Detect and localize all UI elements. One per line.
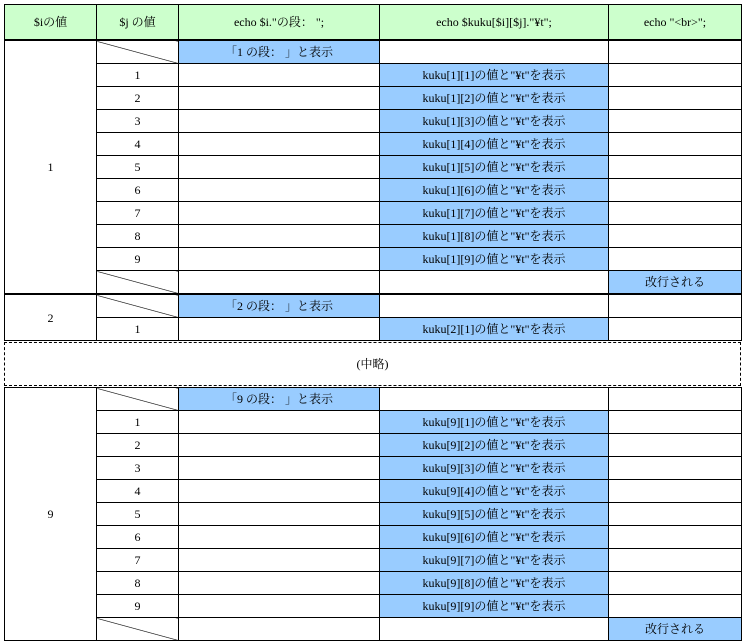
kuku-cell: kuku[2][1]の値と"¥t"を表示	[380, 318, 609, 341]
table-row	[5, 503, 742, 526]
empty-cell	[609, 318, 742, 341]
block-table-2	[4, 294, 742, 341]
empty-cell	[609, 87, 742, 110]
empty-cell	[179, 618, 380, 641]
empty-cell	[380, 618, 609, 641]
empty-cell	[179, 202, 380, 225]
j-value-cell: 7	[97, 202, 179, 225]
table-row	[5, 457, 742, 480]
diagonal-cell	[97, 41, 179, 64]
header-echo-kuku: echo $kuku[$i][$j]."¥t";	[380, 5, 609, 40]
kuku-cell: kuku[1][3]の値と"¥t"を表示	[380, 110, 609, 133]
table-row	[5, 110, 742, 133]
newline-row	[5, 618, 742, 641]
empty-cell	[179, 480, 380, 503]
kuku-cell: kuku[1][7]の値と"¥t"を表示	[380, 202, 609, 225]
empty-cell	[609, 388, 742, 411]
empty-cell	[609, 595, 742, 618]
table-row	[5, 133, 742, 156]
empty-cell	[609, 503, 742, 526]
empty-cell	[609, 156, 742, 179]
header-row	[5, 5, 742, 40]
diagonal-cell	[97, 618, 179, 641]
kuku-cell: kuku[1][4]の値と"¥t"を表示	[380, 133, 609, 156]
table-row	[5, 64, 742, 87]
empty-cell	[380, 41, 609, 64]
empty-cell	[609, 202, 742, 225]
block-table-1	[4, 40, 742, 294]
j-value-cell: 4	[97, 133, 179, 156]
i-value-cell: 9	[5, 388, 97, 641]
empty-cell	[609, 434, 742, 457]
empty-cell	[179, 64, 380, 87]
kuku-cell: kuku[1][6]の値と"¥t"を表示	[380, 179, 609, 202]
kuku-cell: kuku[9][7]の値と"¥t"を表示	[380, 549, 609, 572]
header-echo-title: echo $i."の段： ";	[179, 5, 380, 40]
j-value-cell: 6	[97, 179, 179, 202]
kuku-cell: kuku[9][2]の値と"¥t"を表示	[380, 434, 609, 457]
newline-row	[5, 271, 742, 294]
j-value-cell: 9	[97, 248, 179, 271]
j-value-cell: 4	[97, 480, 179, 503]
kuku-cell: kuku[9][6]の値と"¥t"を表示	[380, 526, 609, 549]
empty-cell	[609, 64, 742, 87]
block-title-cell: 「9 の段： 」と表示	[179, 388, 380, 411]
empty-cell	[179, 110, 380, 133]
empty-cell	[609, 549, 742, 572]
newline-cell: 改行される	[609, 271, 742, 294]
j-value-cell: 1	[97, 64, 179, 87]
empty-cell	[380, 388, 609, 411]
kuku-cell: kuku[9][3]の値と"¥t"を表示	[380, 457, 609, 480]
kuku-cell: kuku[1][8]の値と"¥t"を表示	[380, 225, 609, 248]
j-value-cell: 5	[97, 156, 179, 179]
empty-cell	[179, 87, 380, 110]
empty-cell	[609, 572, 742, 595]
block-title-row	[5, 41, 742, 64]
i-value-cell: 2	[5, 295, 97, 341]
j-value-cell: 7	[97, 549, 179, 572]
empty-cell	[380, 271, 609, 294]
empty-cell	[609, 225, 742, 248]
j-value-cell: 5	[97, 503, 179, 526]
header-j-value: $j の値	[97, 5, 179, 40]
table-row	[5, 248, 742, 271]
j-value-cell: 2	[97, 434, 179, 457]
empty-cell	[179, 595, 380, 618]
kuku-cell: kuku[9][1]の値と"¥t"を表示	[380, 411, 609, 434]
empty-cell	[179, 526, 380, 549]
empty-cell	[609, 41, 742, 64]
empty-cell	[609, 457, 742, 480]
j-value-cell: 8	[97, 572, 179, 595]
empty-cell	[609, 179, 742, 202]
kuku-cell: kuku[9][8]の値と"¥t"を表示	[380, 572, 609, 595]
empty-cell	[179, 248, 380, 271]
table-row	[5, 87, 742, 110]
omitted-notice: (中略)	[4, 342, 741, 386]
table-row	[5, 572, 742, 595]
j-value-cell: 1	[97, 411, 179, 434]
block-title-row	[5, 295, 742, 318]
j-value-cell: 1	[97, 318, 179, 341]
kuku-cell: kuku[1][9]の値と"¥t"を表示	[380, 248, 609, 271]
block-title-row	[5, 388, 742, 411]
j-value-cell: 2	[97, 87, 179, 110]
empty-cell	[179, 318, 380, 341]
table-row	[5, 225, 742, 248]
header-table	[4, 4, 742, 40]
table-row	[5, 480, 742, 503]
kuku-cell: kuku[1][2]の値と"¥t"を表示	[380, 87, 609, 110]
empty-cell	[609, 248, 742, 271]
diagonal-cell	[97, 271, 179, 294]
kuku-cell: kuku[1][5]の値と"¥t"を表示	[380, 156, 609, 179]
empty-cell	[609, 480, 742, 503]
empty-cell	[179, 225, 380, 248]
kuku-cell: kuku[9][9]の値と"¥t"を表示	[380, 595, 609, 618]
empty-cell	[380, 295, 609, 318]
empty-cell	[609, 295, 742, 318]
diagonal-cell	[97, 388, 179, 411]
i-value-cell: 1	[5, 41, 97, 294]
table-row	[5, 434, 742, 457]
block-title-cell: 「2 の段： 」と表示	[179, 295, 380, 318]
table-row	[5, 411, 742, 434]
empty-cell	[179, 503, 380, 526]
empty-cell	[609, 411, 742, 434]
newline-cell: 改行される	[609, 618, 742, 641]
table-row	[5, 549, 742, 572]
empty-cell	[609, 110, 742, 133]
empty-cell	[179, 434, 380, 457]
table-row	[5, 526, 742, 549]
empty-cell	[179, 133, 380, 156]
table-row	[5, 156, 742, 179]
header-i-value: $iの値	[5, 5, 97, 40]
table-row	[5, 179, 742, 202]
empty-cell	[179, 572, 380, 595]
kuku-cell: kuku[1][1]の値と"¥t"を表示	[380, 64, 609, 87]
empty-cell	[179, 549, 380, 572]
empty-cell	[179, 411, 380, 434]
diagonal-cell	[97, 295, 179, 318]
block-title-cell: 「1 の段： 」と表示	[179, 41, 380, 64]
empty-cell	[179, 156, 380, 179]
table-row	[5, 595, 742, 618]
table-row	[5, 318, 742, 341]
empty-cell	[179, 271, 380, 294]
header-echo-br: echo "<br>";	[609, 5, 742, 40]
kuku-cell: kuku[9][4]の値と"¥t"を表示	[380, 480, 609, 503]
j-value-cell: 3	[97, 457, 179, 480]
kuku-cell: kuku[9][5]の値と"¥t"を表示	[380, 503, 609, 526]
block-table-9	[4, 387, 742, 641]
empty-cell	[179, 179, 380, 202]
empty-cell	[609, 133, 742, 156]
j-value-cell: 3	[97, 110, 179, 133]
j-value-cell: 6	[97, 526, 179, 549]
table-row	[5, 202, 742, 225]
j-value-cell: 8	[97, 225, 179, 248]
empty-cell	[609, 526, 742, 549]
j-value-cell: 9	[97, 595, 179, 618]
empty-cell	[179, 457, 380, 480]
